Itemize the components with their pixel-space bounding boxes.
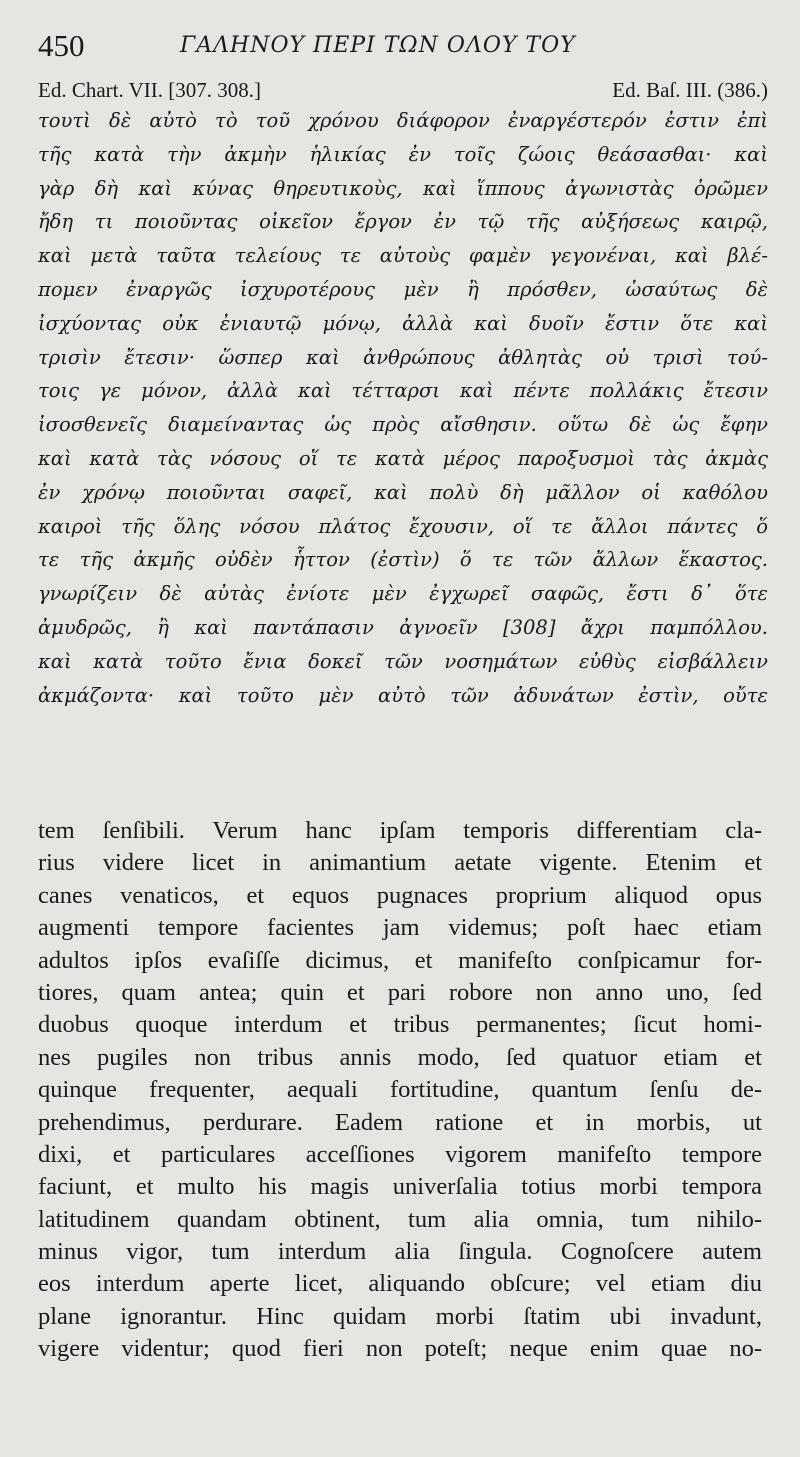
latin-line: prehendimus, perdurare. Eadem ratione et in morbis, ut	[38, 1108, 762, 1136]
greek-line: τρισὶν ἔτεσιν· ὥσπερ καὶ ἀνθρώπους ἀθλητὰς οὐ τρισὶ τού-	[38, 345, 768, 369]
greek-line: τοις γε μόνον, ἀλλὰ καὶ τέτταρσι καὶ πέντε πολλάκις ἔτεσιν	[38, 379, 768, 403]
greek-line: καιροὶ τῆς ὅλης νόσου πλάτος ἔχουσιν, οἵ τε ἄλλοι πάντες ὅ	[38, 514, 768, 538]
greek-line: πομεν ἐναργῶς ἰσχυροτέρους μὲν ἢ πρόσθεν, ὡσαύτως δὲ	[38, 277, 768, 301]
latin-line: augmenti tempore facientes jam videmus; poſt haec etiam	[38, 914, 762, 942]
latin-line: tiores, quam antea; quin et pari robore non anno uno, ſed	[38, 978, 762, 1006]
greek-text-block	[38, 104, 768, 712]
latin-line: tem ſenſibili. Verum hanc ipſam temporis differentiam cla-	[38, 817, 762, 844]
latin-line: adultos ipſos evaſiſſe dicimus, et manifeſto conſpicamur for-	[38, 946, 762, 974]
edition-reference-line	[38, 75, 768, 105]
latin-line: quinque frequenter, aequali fortitudine, quantum ſenſu de-	[38, 1076, 762, 1104]
latin-line: rius videre licet in animantium aetate vigente. Etenim et	[38, 849, 762, 877]
page-header	[38, 26, 778, 66]
greek-line: καὶ κατὰ τὰς νόσους οἵ τε κατὰ μέρος παροξυσμοὶ τὰς ἀκμὰς	[38, 446, 768, 470]
edition-chartier-reference: Ed. Chart. VII. [307. 308.]	[38, 78, 261, 102]
latin-line: vigere videntur; quod fieri non poteſt; neque enim quae no-	[38, 1335, 762, 1363]
greek-line: ἤδη τι ποιοῦντας οἰκεῖον ἔργον ἐν τῷ τῆς αὐξήσεως καιρῷ,	[38, 210, 768, 234]
latin-line: minus vigor, tum interdum alia ſingula. Cognoſcere autem	[38, 1238, 762, 1266]
latin-line: latitudinem quandam obtinent, tum alia omnia, tum nihilo-	[38, 1205, 762, 1233]
latin-line: canes venaticos, et equos pugnaces proprium aliquod opus	[38, 881, 762, 909]
greek-line: ἰσοσθενεῖς διαμείναντας ὡς πρὸς αἴσθησιν. οὕτω δὲ ὡς ἔφην	[38, 413, 768, 437]
greek-line: ἐν χρόνῳ ποιοῦνται σαφεῖ, καὶ πολὺ δὴ μᾶλλον οἱ καθόλου	[38, 480, 768, 504]
edition-basel-reference: Ed. Baſ. III. (386.)	[612, 78, 768, 102]
greek-line: καὶ μετὰ ταῦτα τελείους τε αὐτοὺς φαμὲν γεγονέναι, καὶ βλέ-	[38, 244, 768, 268]
latin-line: nes pugiles non tribus annis modo, ſed quatuor etiam et	[38, 1043, 762, 1071]
greek-line: καὶ κατὰ τοῦτο ἔνια δοκεῖ τῶν νοσημάτων εὐθὺς εἰσβάλλειν	[38, 649, 768, 673]
greek-line: ἰσχύοντας οὐκ ἐνιαυτῷ μόνῳ, ἀλλὰ καὶ δυοῖν ἔστιν ὅτε καὶ	[38, 311, 768, 335]
latin-text-block	[38, 815, 762, 1366]
latin-line: dixi, et particulares acceſſiones vigorem manifeſto tempore	[38, 1140, 762, 1168]
latin-line: plane ignorantur. Hinc quidam morbi ſtatim ubi invadunt,	[38, 1302, 762, 1330]
latin-line: duobus quoque interdum et tribus permanentes; ſicut homi-	[38, 1011, 762, 1039]
greek-line: τῆς κατὰ τὴν ἀκμὴν ἡλικίας ἐν τοῖς ζώοις θεάσασθαι· καὶ	[38, 142, 768, 166]
page-number: 450	[38, 28, 85, 63]
greek-line: ἀμυδρῶς, ἢ καὶ παντάπασιν ἀγνοεῖν [308] ἄχρι παμπόλλου.	[38, 615, 768, 639]
greek-line: γνωρίζειν δὲ αὐτὰς ἐνίοτε μὲν ἐγχωρεῖ σαφῶς, ἔστι δ᾽ ὅτε	[38, 582, 768, 606]
greek-line: ἀκμάζοντα· καὶ τοῦτο μὲν αὐτὸ τῶν ἀδυνάτων ἐστὶν, οὔτε	[38, 683, 768, 707]
latin-line: eos interdum aperte licet, aliquando obſcure; vel etiam diu	[38, 1270, 762, 1298]
latin-line: faciunt, et multo his magis univerſalia totius morbi tempora	[38, 1173, 762, 1201]
greek-line: τουτὶ δὲ αὐτὸ τὸ τοῦ χρόνου διάφορον ἐναργέστερόν ἐστιν ἐπὶ	[38, 109, 768, 132]
running-title: ΓΑΛΗΝΟΥ ΠΕΡΙ ΤΩΝ ΟΛΟΥ ΤΟΥ	[180, 33, 576, 58]
greek-line: τε τῆς ἀκμῆς οὐδὲν ἧττον (ἐστὶν) ὅ τε τῶν ἄλλων ἕκαστος.	[38, 548, 768, 572]
greek-line: γὰρ δὴ καὶ κύνας θηρευτικοὺς, καὶ ἵππους ἀγωνιστὰς ὁρῶμεν	[38, 176, 768, 200]
